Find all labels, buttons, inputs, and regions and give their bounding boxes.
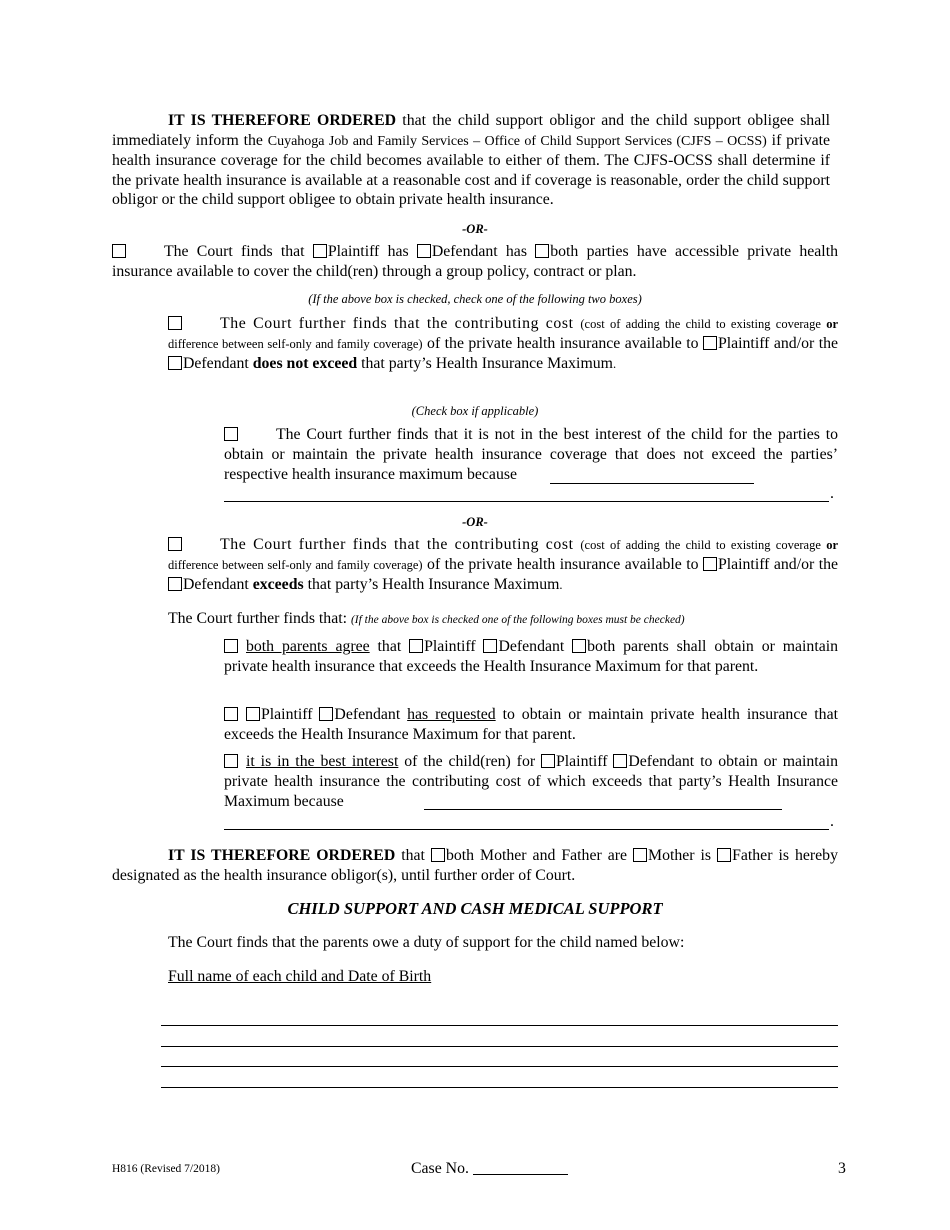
exceeds-defendant-checkbox[interactable] (168, 577, 182, 591)
agree-both-checkbox[interactable] (572, 639, 586, 653)
obligor-mother-checkbox[interactable] (633, 848, 647, 862)
exceeds-plaintiff-checkbox[interactable] (703, 557, 717, 571)
period: . (830, 485, 834, 502)
period: . (830, 813, 834, 830)
option-has-requested: Plaintiff Defendant has requested to obtain or maintain private health insurance that exceeds the Health Insurance Maximum for that parent. (224, 706, 838, 743)
obligor-both-checkbox[interactable] (431, 848, 445, 862)
requested-defendant-checkbox[interactable] (319, 707, 333, 721)
not-exceed-plaintiff-checkbox[interactable] (703, 336, 717, 350)
not-exceed-defendant-checkbox[interactable] (168, 356, 182, 370)
accessible-insurance-paragraph: The Court finds that Plaintiff has Defendant has both parties have accessible private health insurance available to cover the child(ren) through a group policy, contract or plan. (112, 243, 838, 280)
case-number: Case No. (411, 1159, 568, 1179)
ordered-lead: IT IS THEREFORE ORDERED (168, 112, 397, 129)
check-one-note: (If the above box is checked, check one of the following two boxes) (308, 292, 642, 306)
or-divider-2: -OR- (462, 515, 488, 529)
child-entry-line-2[interactable] (161, 1046, 838, 1047)
agree-defendant-checkbox[interactable] (483, 639, 497, 653)
accessible-plaintiff-checkbox[interactable] (313, 244, 327, 258)
exceeds-paragraph: The Court further finds that the contributing cost (cost of adding the child to existing coverage or difference between self-only and family coverage) of the private health insurance available to Plaintiff and/or the Defendant exceeds that party’s Health Insurance Maximum. (168, 536, 838, 593)
best-interest-checkbox[interactable] (224, 754, 238, 768)
obligor-father-checkbox[interactable] (717, 848, 731, 862)
section-heading: CHILD SUPPORT AND CASH MEDICAL SUPPORT (287, 899, 663, 918)
option-parents-agree: both parents agree that Plaintiff Defendant both parents shall obtain or maintain private health insurance that exceeds the Health Insurance Maximum for that parent. (224, 638, 839, 675)
best-interest-reason-line[interactable] (424, 809, 782, 810)
agency-name: Cuyahoga Job and Family Services – Office of Child Support Services (CJFS – OCSS) (267, 133, 767, 149)
accessible-both-checkbox[interactable] (535, 244, 549, 258)
children-label: Full name of each child and Date of Birth (168, 968, 432, 985)
check-applicable-note: (Check box if applicable) (411, 404, 539, 418)
case-number-field[interactable] (473, 1160, 568, 1175)
child-entry-line-3[interactable] (161, 1066, 838, 1067)
accessible-insurance-checkbox[interactable] (112, 244, 126, 258)
duty-of-support-text: The Court finds that the parents owe a duty of support for the child named below: (168, 934, 685, 951)
agree-plaintiff-checkbox[interactable] (409, 639, 423, 653)
ordered-inform-paragraph: IT IS THEREFORE ORDERED that the child support obligor and the child support obligee shall immediately inform the Cuyahoga Job and Family Services – Office of Child Support Services (CJFS – OCSS) if private health insurance coverage for the child becomes available to either of them. The CJFS-OCSS shall determine if the private health insurance is available at a reasonable cost and if coverage is reasonable, order the child support obligor or the child support obligee to obtain private health insurance. (112, 112, 831, 208)
best-interest-not-paragraph: The Court further finds that it is not in the best interest of the child for the parties to obtain or maintain the private health insurance coverage that does not exceed the parties’ respective health insurance maximum because (224, 426, 838, 483)
parents-agree-checkbox[interactable] (224, 639, 238, 653)
or-divider-1: -OR- (462, 222, 488, 236)
further-finds-line: The Court further finds that: (If the above box is checked one of the following boxes must be checked) (168, 610, 685, 627)
child-entry-line-4[interactable] (161, 1087, 838, 1088)
best-interest-not-reason-line-2[interactable] (224, 501, 829, 502)
child-entry-line-1[interactable] (161, 1025, 838, 1026)
not-exceed-checkbox[interactable] (168, 316, 182, 330)
accessible-defendant-checkbox[interactable] (417, 244, 431, 258)
requested-plaintiff-checkbox[interactable] (246, 707, 260, 721)
form-id: H816 (Revised 7/2018) (112, 1163, 220, 1175)
not-exceed-paragraph: The Court further finds that the contributing cost (cost of adding the child to existing coverage or difference between self-only and family coverage) of the private health insurance available to Plaintiff and/or the Defendant does not exceed that party’s Health Insurance Maximum. (168, 315, 838, 372)
best-plaintiff-checkbox[interactable] (541, 754, 555, 768)
has-requested-checkbox[interactable] (224, 707, 238, 721)
exceeds-checkbox[interactable] (168, 537, 182, 551)
obligor-paragraph: IT IS THEREFORE ORDERED that both Mother and Father are Mother is Father is hereby designated as the health insurance obligor(s), until further order of Court. (112, 847, 838, 884)
best-defendant-checkbox[interactable] (613, 754, 627, 768)
best-interest-not-reason-line[interactable] (550, 483, 754, 484)
best-interest-not-checkbox[interactable] (224, 427, 238, 441)
page-number: 3 (838, 1160, 846, 1177)
option-best-interest: it is in the best interest of the child(ren) for Plaintiff Defendant to obtain or maintain private health insurance the contributing cost of which exceeds that party’s Health Insurance Maximum because (224, 753, 838, 810)
best-interest-reason-line-2[interactable] (224, 829, 829, 830)
